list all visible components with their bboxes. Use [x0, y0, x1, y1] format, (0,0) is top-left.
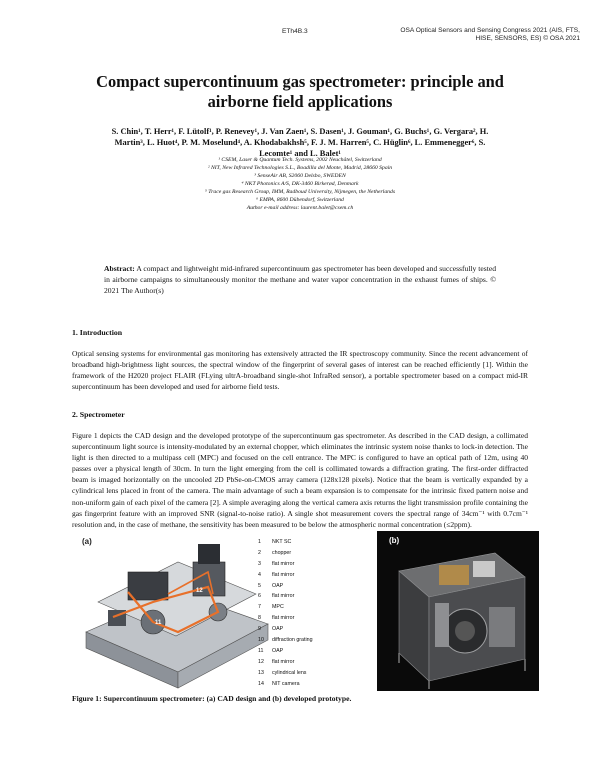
paper-code: ETh4B.3	[282, 28, 308, 35]
legend-number: 5	[258, 582, 261, 589]
legend-label: OAP	[272, 647, 284, 654]
legend-item	[258, 646, 358, 657]
legend-item	[258, 668, 358, 679]
legend-label: flat mirror	[272, 560, 295, 567]
legend-number: 11	[258, 647, 264, 654]
author-email: Author e-mail address: laurent.balet@csem.ch	[246, 205, 354, 212]
legend-label: OAP	[272, 582, 284, 589]
affiliation: ² NIT, New Infrared Technologies S.L., Boadilla del Monte, Madrid, 28660 Spain	[207, 165, 393, 172]
authors-line-2: Martin³, L. Huot⁴, P. M. Moselund⁴, A. Khodabakhsh⁵, F. J. M. Harren⁵, C. Hüglin⁶, L. Emmenegger⁶, S.	[114, 138, 486, 148]
affiliation: ³ SenseAir AB, S2060 Delsbo, SWEDEN	[254, 173, 346, 180]
affiliation: ¹ CSEM, Laser & Quantum Tech. Systems, 2002 Neuchâtel, Switzerland	[218, 157, 382, 163]
section-heading-spectrometer: 2. Spectrometer	[72, 410, 125, 419]
affiliation: ⁶ EMPA, 8600 Dübendorf, Switzerland	[256, 197, 344, 204]
legend-label: NIT camera	[272, 680, 300, 687]
cad-callout: 11	[155, 620, 162, 626]
legend-number: 3	[258, 560, 261, 567]
legend-label: MPC	[272, 604, 284, 611]
legend-label: flat mirror	[272, 593, 295, 600]
legend-item	[258, 559, 358, 570]
affiliation: ⁴ NKT Photonics A/S, DK-3460 Birkerød, Denmark	[241, 181, 359, 188]
legend-number: 2	[258, 549, 261, 556]
legend-number: 8	[258, 615, 261, 622]
legend-label: diffraction grating	[272, 637, 313, 644]
legend-label: flat mirror	[272, 571, 295, 578]
affiliation: ⁵ Trace gas Research Group, IMM, Radboud University, Nijmegen, the Netherlands	[204, 189, 396, 196]
cad-callout: 14	[180, 552, 187, 558]
figure-label-b: (b)	[389, 536, 400, 545]
legend-number: 9	[258, 626, 261, 633]
legend-item	[258, 602, 358, 613]
abstract-label: Abstract:	[104, 264, 135, 273]
legend-item	[258, 581, 358, 592]
authors-line-1: S. Chin¹, T. Herr¹, F. Lütolf¹, P. Renevey¹, J. Van Zaen¹, S. Dasen¹, J. Gouman¹, G. Buchs¹, G. Vergara², H.	[111, 127, 489, 136]
legend-item	[258, 570, 358, 581]
legend-label: cylindrical lens	[272, 669, 307, 676]
legend-item	[258, 548, 358, 559]
figure-caption: Figure 1: Supercontinuum spectrometer: (a) CAD design and (b) developed prototype.	[72, 694, 352, 703]
conference-line-1: OSA Optical Sensors and Sensing Congress 2021 (AIS, FTS,	[400, 27, 580, 34]
abstract-text: A compact and lightweight mid-infrared supercontinuum gas spectrometer has been developed and successfully tested in airborne campaigns to simultaneously monitor the methane and water vapor concentration in the exhaust fumes of ships. © 2021 The Author(s)	[104, 264, 496, 295]
cad-callout: 12	[196, 588, 203, 594]
legend-label: flat mirror	[272, 615, 295, 622]
legend-label: OAP	[272, 626, 284, 633]
spectrometer-paragraph: Figure 1 depicts the CAD design and the developed prototype of the supercontinuum gas spectrometer. As described in the CAD design, a collimated supercontinuum light source is intensity-modulated by an external chopper, which eliminates the intrinsic system noise thanks to lock-in detection. The light is then directed to a multipass cell (MPC) and focused on the cell entrance. The MPC is configured to have an optical path of 12m, using 40 passes over a physical length of 30cm. In turn the light emerging from the cell is collimated towards a diffraction grating. The first-order diffracted beam is imaged horizontally on the uncooled 2D PbSe-on-CMOS array camera (128x128 pixels). Notice that the beam is vertically expanded by a cylindrical lens placed in front of the camera. The main advantage of such a beam expansion is to compensate for the intrinsic fixed pattern noise and non-uniform gain of each pixel of the camera [2]. A simple averaging along the vertical camera axis returns the light transmission profile containing the gas fingerprint feature with an improved SNR (signal-to-noise ratio). A single shot measurement covers the spectral range of 34cm⁻¹ with 0.7cm⁻¹ resolution and, in the case of methane, the sensitivity has been measured to be below the atmospheric normal concentration (≤2ppm).	[72, 431, 528, 529]
legend-number: 10	[258, 637, 264, 644]
legend-item	[258, 635, 358, 646]
legend-item	[258, 679, 358, 690]
legend-label: flat mirror	[272, 658, 295, 665]
legend-number: 1	[258, 539, 261, 545]
legend-number: 13	[258, 669, 264, 676]
authors-line-3: Lecomte¹ and L. Balet¹	[259, 149, 341, 159]
legend-number: 12	[258, 658, 264, 665]
legend-item	[258, 591, 358, 602]
conference-header	[370, 27, 580, 44]
legend-number: 7	[258, 604, 261, 611]
legend-number: 14	[258, 680, 264, 687]
title-line-1: Compact supercontinuum gas spectrometer: principle and	[96, 72, 504, 91]
paper-title	[60, 72, 540, 111]
introduction-paragraph: Optical sensing systems for environmental gas monitoring has extensively attracted the IR spectroscopy community. Since the recent advancement of broadband high-brightness light sources, the spectral window of the fingerprint of several gases of interest can be reached efficiently [1]. Within the framework of the H2020 project FLAIR (FLying ultrA-broadband single-shot InfraRed sensor), a portable spectrometer based on a compact mid-IR supercontinuum has been developed and used for airborne field tests.	[72, 349, 528, 392]
abstract	[104, 263, 496, 296]
prototype-photo	[377, 531, 539, 691]
affiliations	[130, 156, 470, 212]
figure-label-a: (a)	[82, 537, 92, 546]
conference-line-2: HISE, SENSORS, ES) © OSA 2021	[475, 35, 580, 43]
legend-number: 4	[258, 571, 261, 578]
author-list	[60, 126, 540, 160]
section-heading-introduction: 1. Introduction	[72, 328, 123, 337]
component-legend	[258, 537, 358, 689]
legend-item	[258, 613, 358, 624]
title-line-2: airborne field applications	[207, 91, 393, 111]
legend-item	[258, 537, 358, 548]
legend-label: chopper	[272, 549, 292, 556]
legend-item	[258, 657, 358, 668]
legend-item	[258, 624, 358, 635]
legend-label: NKT SC	[272, 539, 292, 545]
legend-number: 6	[258, 593, 261, 600]
